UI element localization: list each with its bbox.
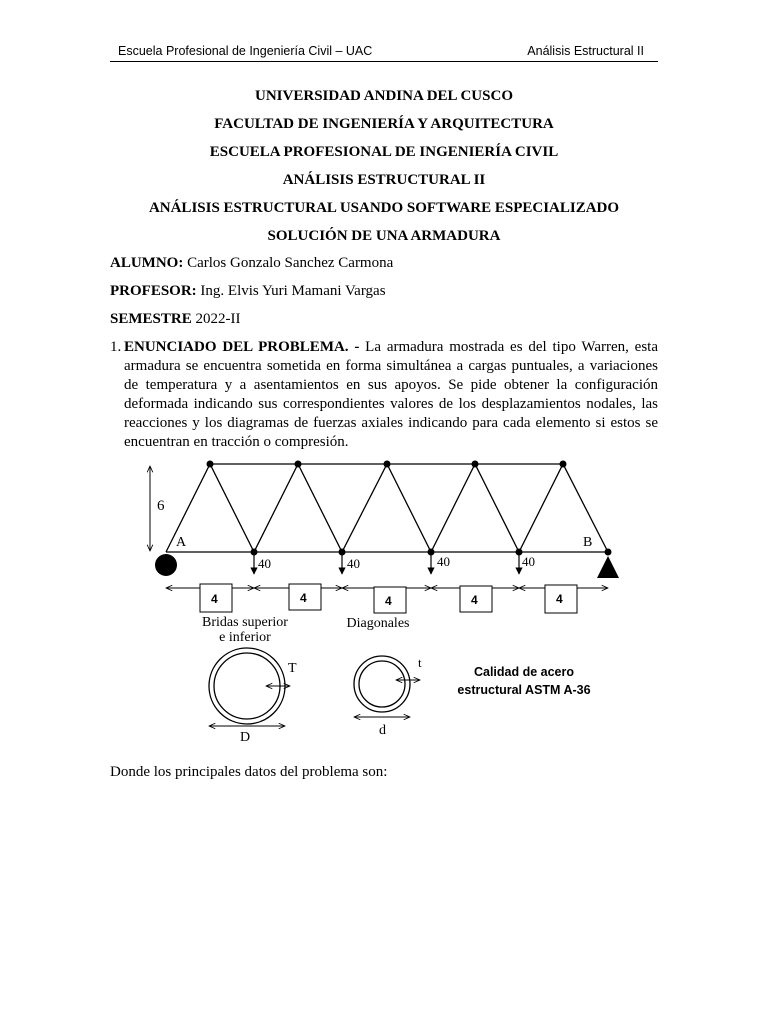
span-label-4: 4 [471,593,478,607]
chord-diameter-label: D [240,730,251,745]
professor-label: PROFESOR: [110,283,197,299]
header-right: Análisis Estructural II [527,44,644,58]
load-arrows [254,553,519,574]
title-topic: ANÁLISIS ESTRUCTURAL USANDO SOFTWARE ESPECIALIZADO [148,200,620,216]
problem-text: La armadura mostrada es del tipo Warren, esta armadura se encuentra sometida en forma simultánea a cargas puntuales, a variaciones de temperatura y a asentamientos en sus apoyos. Se pide obtener la configuración deformada indicando sus correspondientes valores de los desplazamientos nodales, las reacciones y los diagramas de fuerzas axiales indicando para cada elemento si estos se encuentran en tracción o compresión. [124,339,659,450]
chord-thickness-label: T [288,661,297,676]
closing-line: Donde los principales datos del problema son: [110,764,388,780]
student-label: ALUMNO: [110,255,184,271]
semester-label: SEMESTRE [110,311,192,327]
chord-section-label-1: Bridas superior [202,615,288,630]
header-left: Escuela Profesional de Ingeniería Civil – UAC [118,44,373,58]
steel-quality-line-2: estructural ASTM A-36 [457,683,591,697]
support-b-label: B [583,535,593,550]
height-label: 6 [157,498,165,514]
title-school: ESCUELA PROFESIONAL DE INGENIERÍA CIVIL [209,144,559,160]
diagonal-thickness-label: t [418,655,422,670]
title-university: UNIVERSIDAD ANDINA DEL CUSCO [255,88,513,104]
diagonal-section-label: Diagonales [346,616,410,631]
load-label-3: 40 [437,554,450,569]
support-b-triangle [597,556,619,578]
chord-section-label-2: e inferior [219,630,271,645]
professor-value: Ing. Elvis Yuri Mamani Vargas [196,283,386,299]
diagonal-tube-outer [354,656,410,712]
load-label-1: 40 [258,556,271,571]
span-label-2: 4 [300,591,307,605]
span-label-1: 4 [211,592,218,606]
steel-quality-line-1: Calidad de acero [473,665,575,679]
title-faculty: FACULTAD DE INGENIERÍA Y ARQUITECTURA [214,116,554,132]
support-a-label: A [176,535,187,550]
support-a-pin [155,554,177,576]
problem-number: 1. [110,339,122,355]
diagonals [166,464,608,552]
load-label-4: 40 [522,554,535,569]
span-label-5: 4 [556,592,563,606]
title-subject: SOLUCIÓN DE UNA ARMADURA [267,228,501,244]
problem-heading: ENUNCIADO DEL PROBLEMA. - [124,339,360,355]
student-value: Carlos Gonzalo Sanchez Carmona [183,255,394,271]
load-label-2: 40 [347,556,360,571]
diagonal-diameter-label: d [379,723,386,738]
title-course: ANÁLISIS ESTRUCTURAL II [282,172,486,188]
span-label-3: 4 [385,594,392,608]
semester-value: 2022-II [191,311,241,327]
diagonal-tube-inner [359,661,405,707]
